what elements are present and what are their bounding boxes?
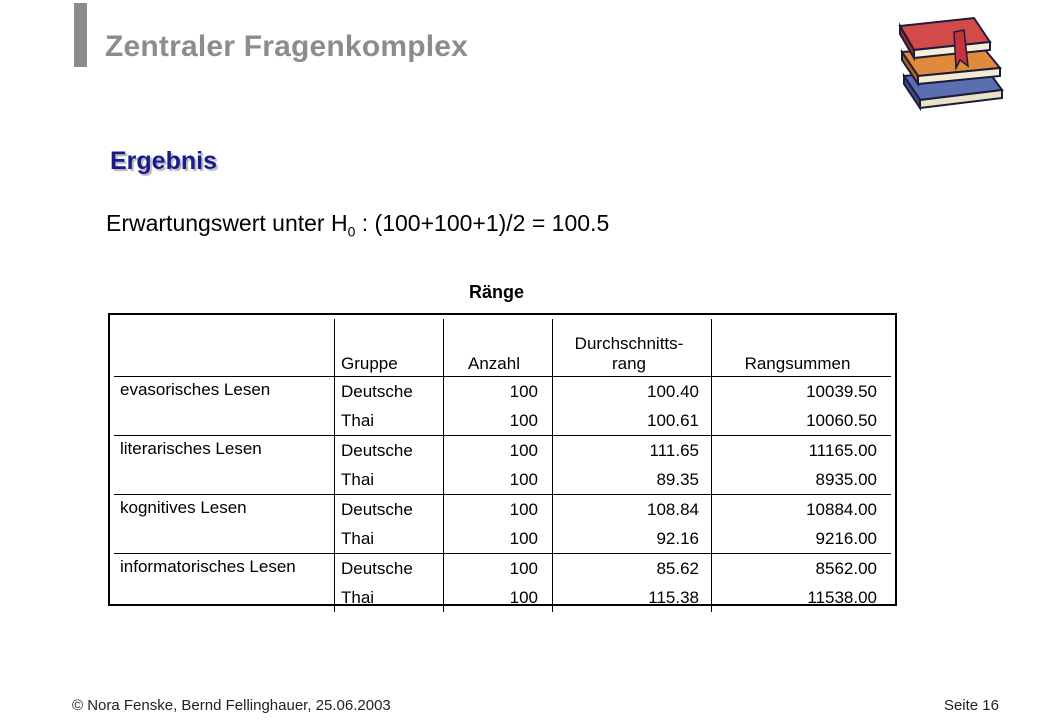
row-group: Deutsche [335,554,444,584]
row-rank-sum: 10039.50 [806,381,877,401]
row-mean-rank: 100.61 [553,406,712,436]
header-label [114,319,335,377]
row-rank-sum: 11538.00 [807,587,877,607]
section-heading: Ergebnis [110,147,217,175]
row-rank-sum: 10060.50 [712,406,892,436]
footer-copyright: © Nora Fenske, Bernd Fellinghauer, 25.06.2003 [72,697,391,714]
row-label: literarisches Lesen [114,436,335,495]
row-group: Deutsche [335,377,444,407]
table-row [114,495,891,525]
expectation-line [106,210,609,240]
header-mean-rank-line2: rang [611,354,647,373]
row-rank-sum: 8562.00 [815,558,877,578]
table-row [114,436,891,466]
row-mean-rank: 100.40 [553,377,712,407]
row-mean-rank: 92.16 [553,524,712,554]
expectation-subscript: 0 [347,223,356,240]
table-caption: Ränge [469,282,525,302]
row-group: Deutsche [335,495,444,525]
row-group: Thai [335,583,444,612]
row-group: Deutsche [335,436,444,466]
row-count: 100 [444,465,553,495]
row-group: Thai [335,524,444,554]
footer-page-number: Seite 16 [943,697,999,714]
ranks-table [114,319,891,612]
row-rank-sum: 11165.00 [808,440,877,460]
table-header-row [114,319,891,377]
books-icon [890,6,1020,114]
row-label: evasorisches Lesen [114,377,335,436]
row-group: Thai [335,406,444,436]
row-mean-rank: 111.65 [553,436,712,466]
row-count: 100 [444,583,553,612]
row-count: 100 [444,377,553,407]
header-rank-sum: Rangsummen [712,319,892,377]
row-count: 100 [444,436,553,466]
header-mean-rank-line1: Durchschnitts- [574,334,684,353]
title-accent-bar [74,3,87,67]
row-mean-rank: 89.35 [553,465,712,495]
row-count: 100 [444,554,553,584]
expectation-prefix: Erwartungswert unter H [106,210,348,236]
header-count: Anzahl [444,319,553,377]
header-mean-rank [553,319,712,377]
row-mean-rank: 85.62 [553,554,712,584]
row-mean-rank: 108.84 [553,495,712,525]
expectation-formula: : (100+100+1)/2 = 100.5 [355,210,610,236]
row-rank-sum: 8935.00 [712,465,892,495]
header-group: Gruppe [335,319,444,377]
row-count: 100 [444,406,553,436]
row-group: Thai [335,465,444,495]
row-label: kognitives Lesen [114,495,335,554]
table-row [114,554,891,584]
table-row [114,377,891,407]
ranks-table-frame [108,313,897,606]
row-count: 100 [444,524,553,554]
row-rank-sum: 9216.00 [712,524,892,554]
row-rank-sum: 10884.00 [806,499,877,519]
row-count: 100 [444,495,553,525]
row-mean-rank: 115.38 [553,583,712,612]
slide-title: Zentraler Fragenkomplex [105,30,469,63]
row-label: informatorisches Lesen [114,554,335,613]
